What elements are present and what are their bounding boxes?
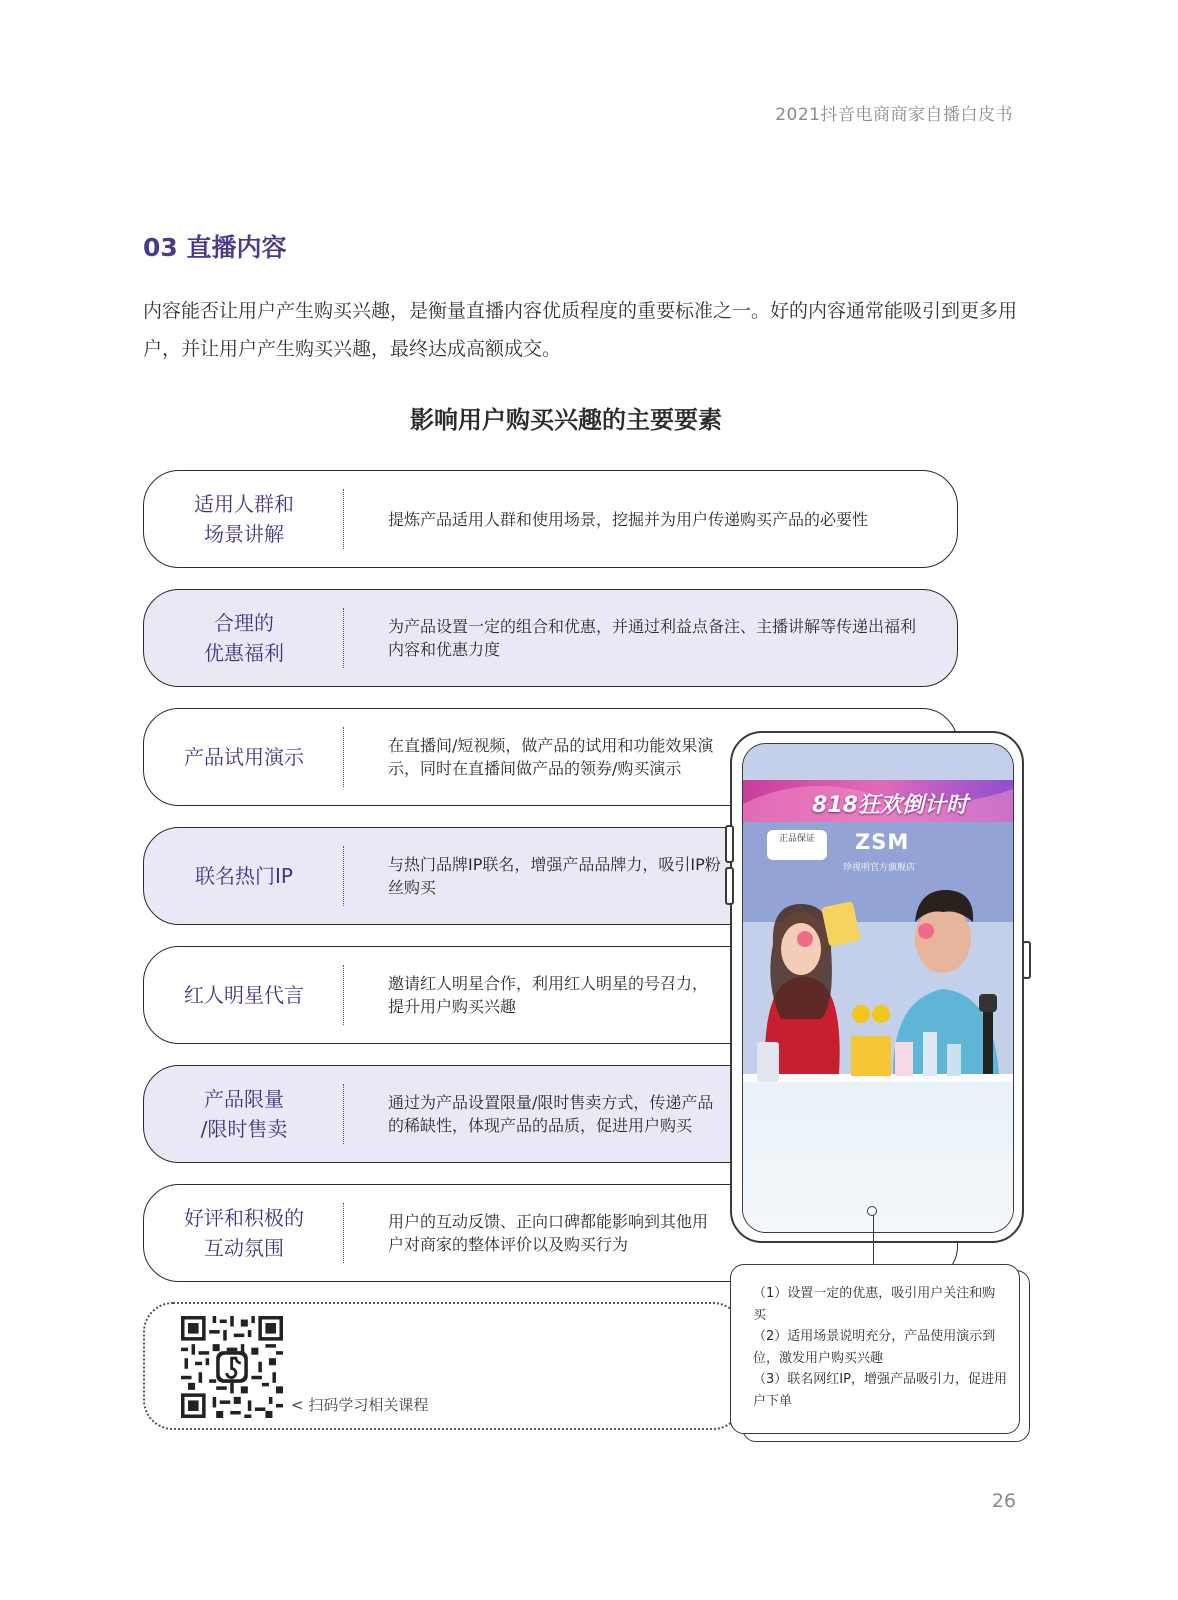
factor-divider xyxy=(343,965,344,1025)
store-name: 珍视明官方旗舰店 xyxy=(843,863,916,873)
brand-logo: ZSM xyxy=(855,830,910,854)
factor-description: 邀请红人明星合作，利用红人明星的号召力，提升用户购买兴趣 xyxy=(388,974,709,1016)
factor-description: 与热门品牌IP联名，增强产品品牌力，吸引IP粉丝购买 xyxy=(388,855,721,897)
factor-divider xyxy=(343,1084,344,1144)
authentic-badge: 正品保证 xyxy=(767,830,827,860)
factor-description: 在直播间/短视频，做产品的试用和功能效果演示，同时在直播间做产品的领券/购买演示 xyxy=(388,736,714,778)
factor-description: 提炼产品适用人群和使用场景，挖掘并为用户传递购买产品的必要性 xyxy=(388,509,869,529)
factor-name: 适用人群和 场景讲解 xyxy=(194,492,294,546)
livestream-banner: 818狂欢倒计时 xyxy=(812,793,968,818)
factor-description: 用户的互动反馈、正向口碑都能影响到其他用户对商家的整体评价以及购买行为 xyxy=(388,1212,709,1254)
section-title: 03 直播内容 xyxy=(143,233,287,262)
factor-name: 产品限量 /限时售卖 xyxy=(200,1087,288,1141)
phone-side-button xyxy=(725,825,734,863)
factor-name: 联名热门IP xyxy=(195,864,293,888)
callout-connector xyxy=(873,1212,874,1264)
livestream-screenshot xyxy=(742,743,1014,1233)
callout-item: （1）设置一定的优惠，吸引用户关注和购买 xyxy=(753,1286,996,1323)
factor-name: 合理的 优惠福利 xyxy=(204,611,284,665)
factor-divider xyxy=(343,608,344,668)
factor-description: 通过为产品设置限量/限时售卖方式，传递产品的稀缺性，体现产品的品质，促进用户购买 xyxy=(388,1093,714,1135)
factor-card-audience xyxy=(143,470,958,568)
callout-item: （2）适用场景说明充分，产品使用演示到位，激发用户购买兴趣 xyxy=(753,1329,996,1366)
factor-description: 为产品设置一定的组合和优惠，并通过利益点备注、主播讲解等传递出福利内容和优惠力度 xyxy=(388,617,917,659)
factor-divider xyxy=(343,727,344,787)
factor-divider xyxy=(343,1203,344,1263)
qr-code-image[interactable] xyxy=(181,1316,283,1418)
diagram-title: 影响用户购买兴趣的主要要素 xyxy=(410,406,722,434)
factor-divider xyxy=(343,489,344,549)
callout-box xyxy=(730,1264,1020,1434)
phone-side-button xyxy=(725,867,734,905)
factor-divider xyxy=(343,846,344,906)
factor-card-discounts xyxy=(143,589,958,687)
qr-course-box xyxy=(143,1302,743,1430)
phone-mockup xyxy=(730,731,1024,1243)
page-number: 26 xyxy=(991,1490,1016,1512)
document-header-title: 2021抖音电商商家自播白皮书 xyxy=(775,105,1013,125)
factor-name: 好评和积极的 互动氛围 xyxy=(184,1206,304,1260)
factor-name: 产品试用演示 xyxy=(184,745,304,769)
callout-connector-dot xyxy=(867,1206,877,1216)
section-intro: 内容能否让用户产生购买兴趣，是衡量直播内容优质程度的重要标准之一。好的内容通常能吸引到更多用户，并让用户产生购买兴趣，最终达成高额成交。 xyxy=(143,300,1018,360)
qr-caption: < 扫码学习相关课程 xyxy=(291,1396,429,1414)
factor-name: 红人明星代言 xyxy=(184,983,304,1007)
phone-side-button xyxy=(1022,941,1031,979)
callout-item: （3）联名网红IP，增强产品吸引力，促进用户下单 xyxy=(753,1372,1007,1409)
